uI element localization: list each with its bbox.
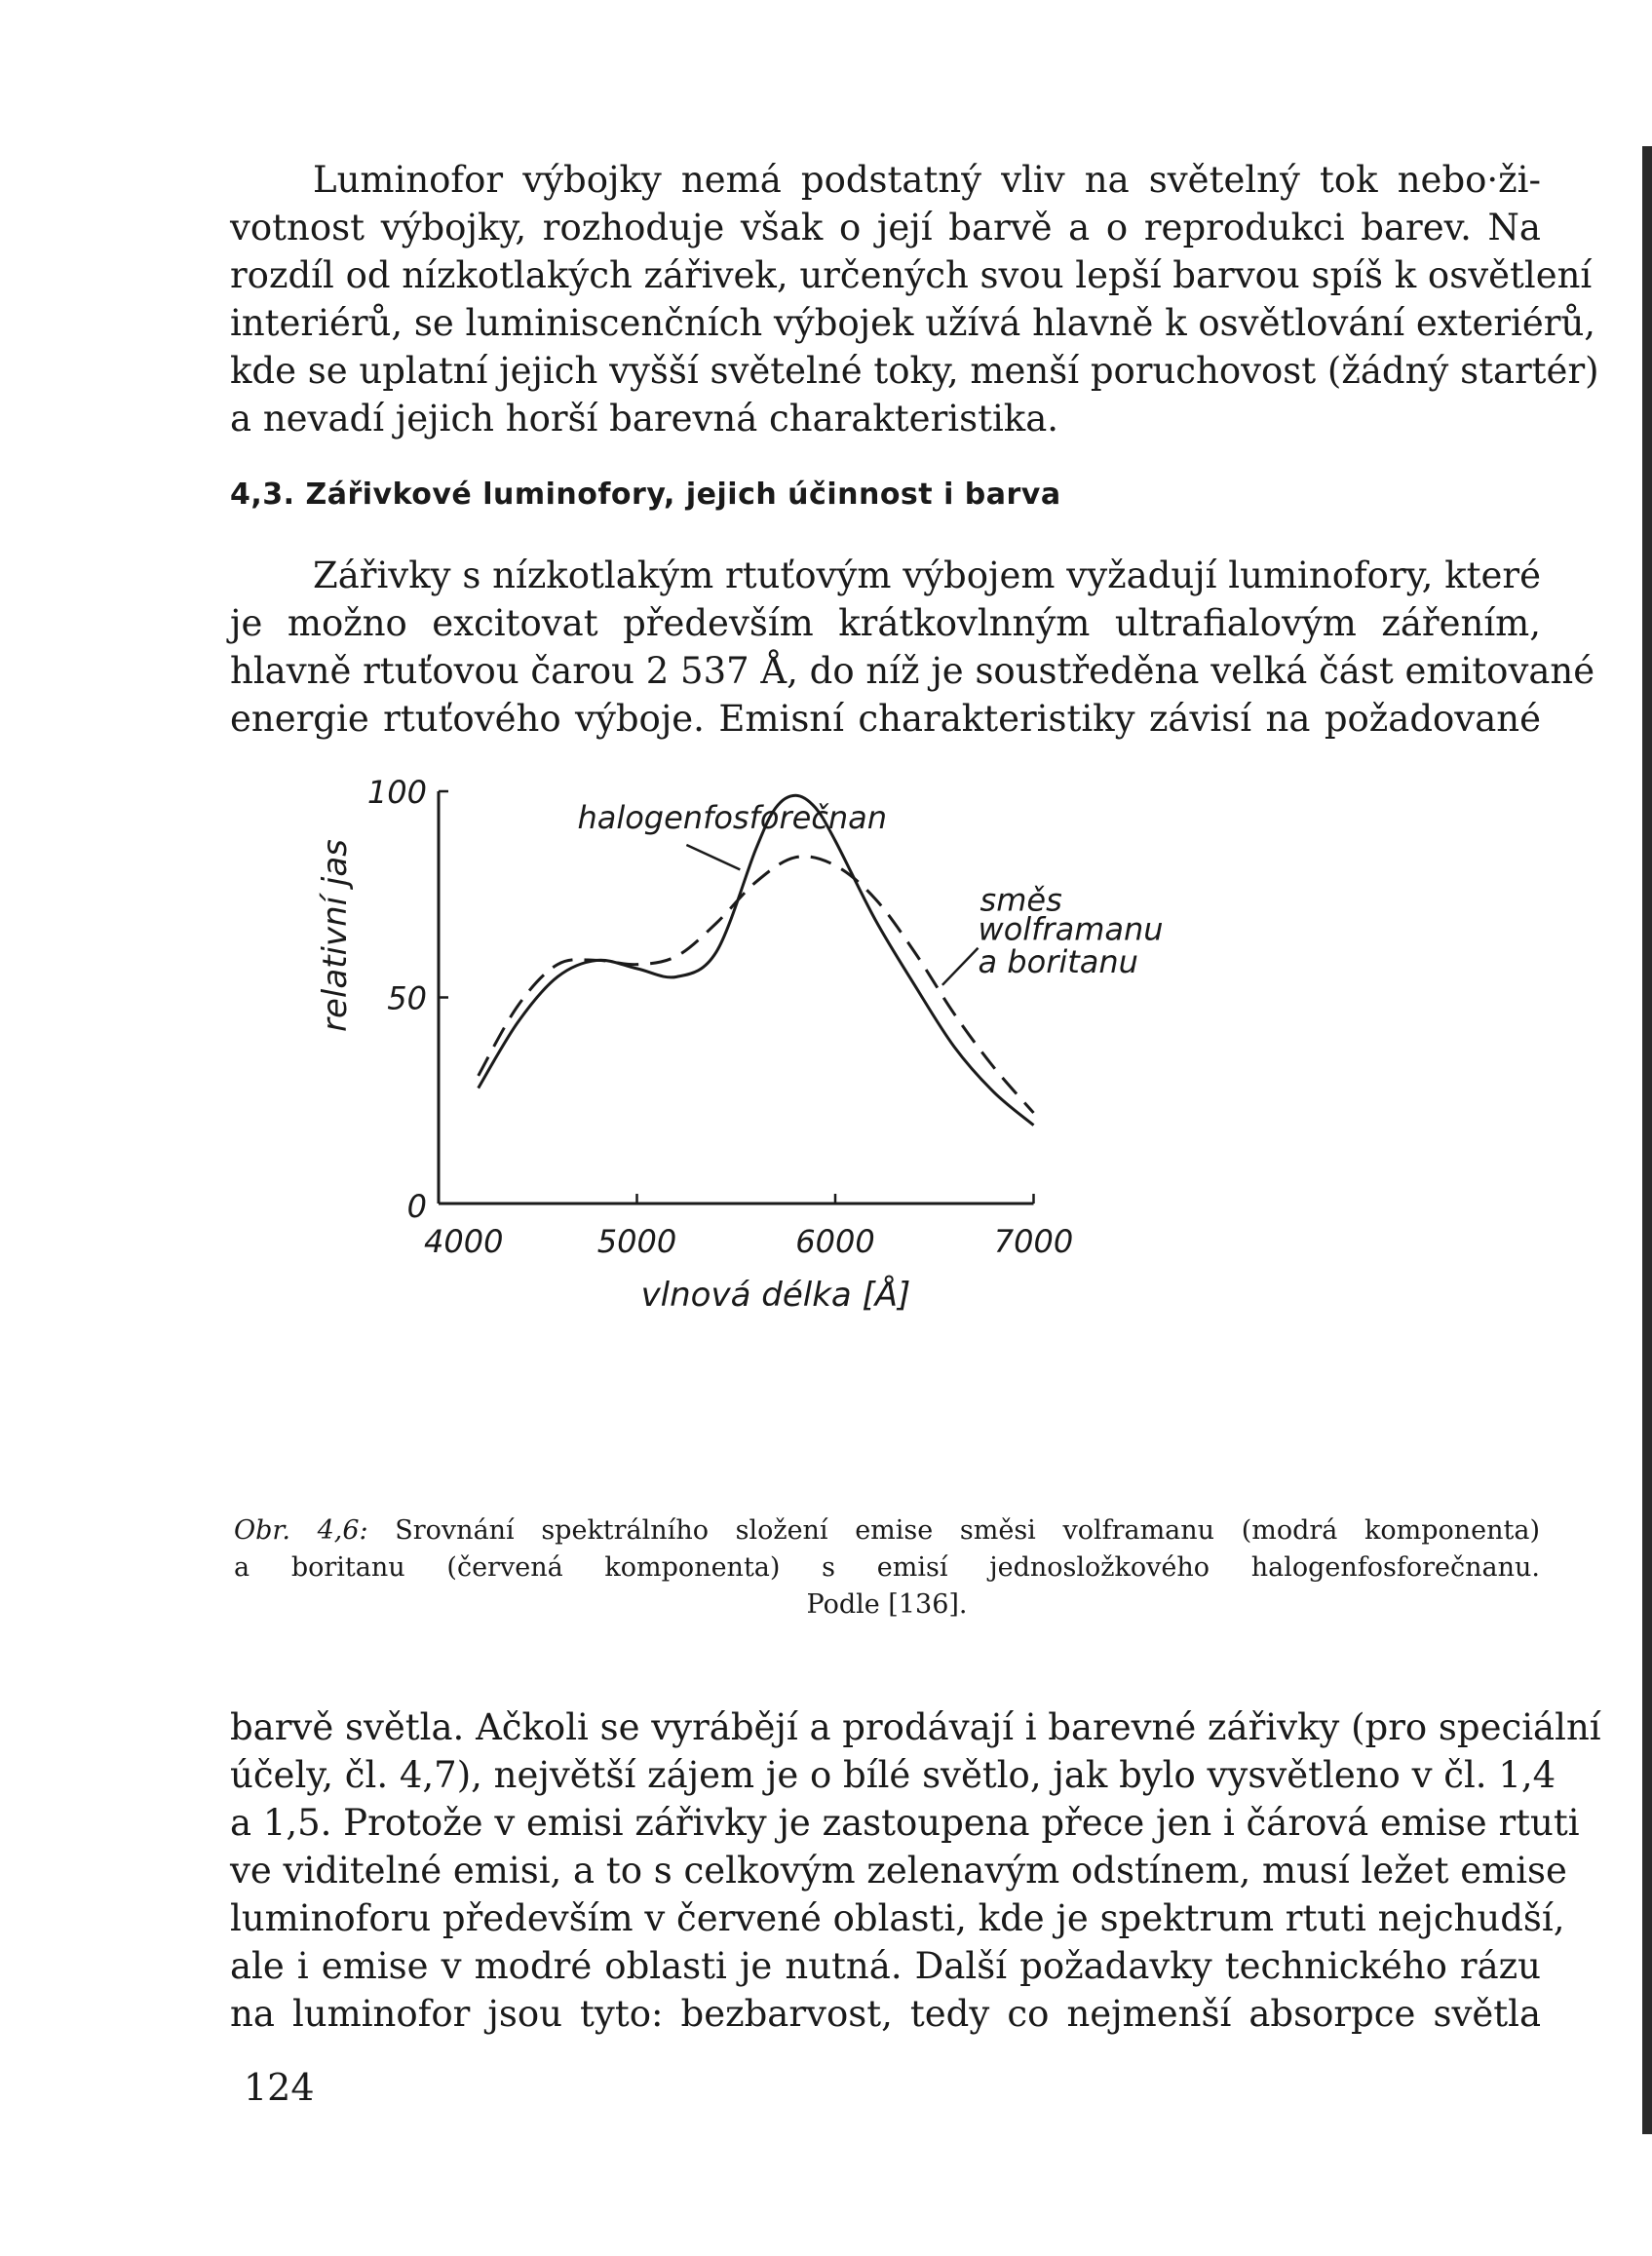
caption-text: Srovnání spektrálního složení emise směsi volframanu (modrá komponenta) xyxy=(395,1515,1541,1546)
series-line-smes-wolframanu-boritanu xyxy=(479,857,1034,1113)
text-line: ve viditelné emisi, a to s celkovým zelenavým odstínem, musí ležet emise xyxy=(230,1850,1567,1892)
caption-line-1 xyxy=(234,1512,1540,1549)
text-line: a nevadí jejich horší barevná charakteristika. xyxy=(230,398,1059,440)
text-line: rozdíl od nízkotlakých zářivek, určených svou lepší barvou spíš k osvětlení xyxy=(230,254,1593,296)
text-line: votnost výbojky, rozhoduje však o její barvě a o reprodukci barev. Na xyxy=(230,207,1541,249)
x-tick-label: 5000 xyxy=(596,1223,677,1260)
chart-axes xyxy=(439,791,1034,1204)
x-axis-label: vlnová délka [Å] xyxy=(640,1276,911,1315)
x-tick-label: 4000 xyxy=(424,1223,504,1260)
paragraph-2 xyxy=(230,552,1595,743)
axis-ticks xyxy=(367,774,1073,1260)
annotation-a-boritanu: a boritanu xyxy=(978,943,1138,981)
annotation-leader-solid xyxy=(686,845,740,869)
figure-caption xyxy=(234,1512,1540,1624)
annotation-wolframanu: wolframanu xyxy=(978,910,1164,948)
y-tick-label: 0 xyxy=(406,1188,427,1225)
caption-line-2: a boritanu (červená komponenta) s emisí jednosložkového halogenfosforečnanu. xyxy=(234,1552,1540,1583)
text-line: energie rtuťového výboje. Emisní charakteristiky závisí na požadované xyxy=(230,698,1541,740)
page-scan-edge xyxy=(1642,146,1652,2134)
annotation-halogenfosforecnan: halogenfosforečnan xyxy=(577,799,888,837)
y-tick-label: 100 xyxy=(366,774,427,811)
text-line: Zářivky s nízkotlakým rtuťovým výbojem vyžadují luminofory, které xyxy=(313,554,1541,596)
text-line: kde se uplatní jejich vyšší světelné toky, menší poruchovost (žádný startér) xyxy=(230,350,1599,392)
x-tick-label: 7000 xyxy=(993,1223,1074,1260)
spectral-emission-chart xyxy=(292,770,1413,1491)
text-line: barvě světla. Ačkoli se vyrábějí a prodávají i barevné zářivky (pro speciální xyxy=(230,1706,1601,1748)
y-axis-label: relativní jas xyxy=(316,839,355,1032)
annotation-smes: směs xyxy=(980,881,1062,919)
text-line: je možno excitovat především krátkovlnným ultrafialovým zářením, xyxy=(230,602,1541,644)
annotation-leader-dashed xyxy=(942,948,979,985)
text-line: Luminofor výbojky nemá podstatný vliv na světelný tok nebo·ži- xyxy=(313,159,1541,201)
text-line: interiérů, se luminiscenčních výbojek užívá hlavně k osvětlování exteriérů, xyxy=(230,302,1596,344)
text-line: a 1,5. Protože v emisi zářivky je zastoupena přece jen i čárová emise rtuti xyxy=(230,1802,1580,1844)
x-tick-label: 6000 xyxy=(795,1223,875,1260)
text-line: na luminofor jsou tyto: bezbarvost, tedy co nejmenší absorpce světla xyxy=(230,1993,1541,2035)
y-tick-label: 50 xyxy=(387,979,427,1017)
paragraph-3 xyxy=(230,1703,1601,2038)
caption-line-3: Podle [136]. xyxy=(806,1589,968,1620)
paragraph-1 xyxy=(230,156,1599,442)
caption-label: Obr. 4,6: xyxy=(234,1515,368,1546)
text-line: luminoforu především v červené oblasti, kde je spektrum rtuti nejchudší, xyxy=(230,1897,1565,1939)
series-layer xyxy=(479,795,1034,1125)
text-line: účely, čl. 4,7), největší zájem je o bílé světlo, jak bylo vysvětleno v čl. 1,4 xyxy=(230,1754,1556,1796)
page-number: 124 xyxy=(244,2066,315,2109)
text-line: ale i emise v modré oblasti je nutná. Další požadavky technického rázu xyxy=(230,1945,1541,1987)
series-line-halogenfosforecnan xyxy=(479,795,1034,1125)
text-line: hlavně rtuťovou čarou 2 537 Å, do níž je soustředěna velká část emitované xyxy=(230,650,1595,692)
section-heading: 4,3. Zářivkové luminofory, jejich účinnost i barva xyxy=(230,478,1061,512)
